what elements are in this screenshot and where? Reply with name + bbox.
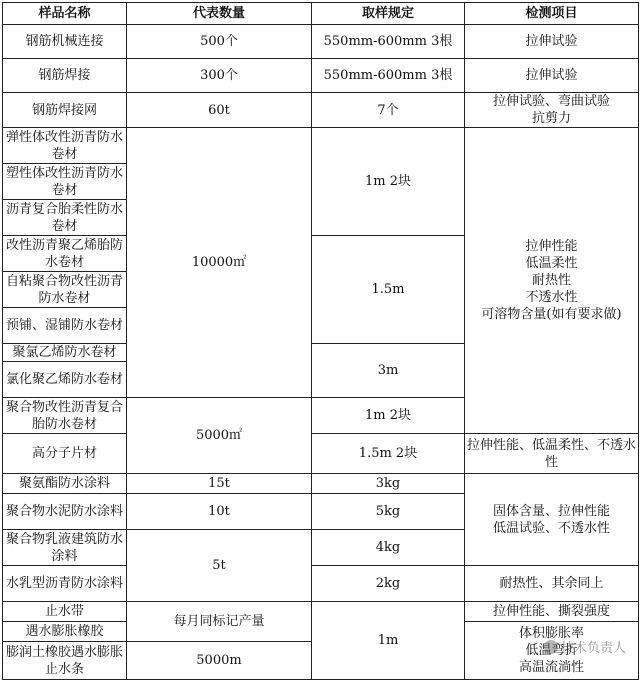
test-item-line: 拉伸试验、弯曲试验 — [492, 94, 610, 109]
test-item-line: 不透水性 — [525, 290, 578, 305]
sample-name: 钢筋机械连接 — [3, 25, 127, 59]
sampling-table — [2, 2, 639, 680]
sample-name: 沥青复合胎柔性防水卷材 — [3, 200, 127, 236]
watermark-text: 技术负责人 — [560, 641, 626, 656]
header-test-items: 检测项目 — [465, 3, 639, 25]
test-item-line: 拉伸性能 — [525, 239, 578, 254]
sample-name: 弹性体改性沥青防水卷材 — [3, 128, 127, 164]
sampling-rule: 1m — [312, 602, 465, 680]
test-items — [465, 93, 639, 128]
sample-name: 聚氯乙烯防水卷材 — [3, 344, 127, 362]
quantity: 5000m — [127, 642, 312, 680]
sample-name: 钢筋焊接 — [3, 59, 127, 93]
quantity: 500个 — [127, 25, 312, 59]
sampling-rule: 1.5m 2块 — [312, 434, 465, 474]
quantity-waterstop-group: 每月同标记产量 — [127, 602, 312, 642]
test-item-line: 低温试验、不透水性 — [492, 520, 610, 536]
test-items: 拉伸试验 — [465, 59, 639, 93]
sample-name: 氯化聚乙烯防水卷材 — [3, 362, 127, 398]
sampling-rule: 1m 2块 — [312, 128, 465, 236]
sampling-rule: 550mm-600mm 3根 — [312, 59, 465, 93]
sample-name: 高分子片材 — [3, 434, 127, 474]
sampling-rule: 550mm-600mm 3根 — [312, 25, 465, 59]
sampling-rule: 4kg — [312, 530, 465, 566]
header-sampling-rule: 取样规定 — [312, 3, 465, 25]
sampling-rule: 1m 2块 — [312, 398, 465, 434]
table-row — [3, 434, 639, 474]
watermark-logo-icon — [544, 640, 558, 654]
test-item-line: 低温柔性 — [525, 256, 578, 271]
test-item-line: 体积膨胀率 — [518, 626, 584, 641]
table-row — [3, 93, 639, 128]
sample-name: 改性沥青聚乙烯胎防水卷材 — [3, 236, 127, 272]
quantity-sheet-group: 5000㎡ — [127, 398, 312, 474]
sample-name: 聚合物改性沥青复合胎防水卷材 — [3, 398, 127, 434]
table-row — [3, 59, 639, 93]
sampling-rule: 3kg — [312, 474, 465, 494]
table-row — [3, 25, 639, 59]
header-quantity: 代表数量 — [127, 3, 312, 25]
table-row — [3, 128, 639, 164]
table-row — [3, 566, 639, 602]
sample-name: 自粘聚合物改性沥青防水卷材 — [3, 272, 127, 308]
sample-name: 膨润土橡胶遇水膨胀止水条 — [3, 642, 127, 680]
sample-table-sheet — [2, 2, 638, 677]
table-row — [3, 474, 639, 494]
sampling-rule: 7个 — [312, 93, 465, 128]
quantity: 60t — [127, 93, 312, 128]
quantity: 15t — [127, 474, 312, 494]
sample-name: 聚合物水泥防水涂料 — [3, 494, 127, 530]
header-sample-name: 样品名称 — [3, 3, 127, 25]
quantity: 300个 — [127, 59, 312, 93]
test-item-line: 抗剪力 — [531, 111, 571, 126]
test-item-line: 固体含量、拉伸性能 — [492, 503, 610, 519]
sampling-rule: 3m — [312, 344, 465, 398]
sampling-rule: 1.5m — [312, 236, 465, 344]
test-item-line: 高温流淌性 — [518, 660, 584, 675]
sample-name: 预铺、湿铺防水卷材 — [3, 308, 127, 344]
test-items: 拉伸性能、撕裂强度 — [465, 602, 639, 622]
quantity-membrane-group: 10000㎡ — [127, 128, 312, 398]
test-item-line: 可溶物含量(如有要求做) — [481, 307, 622, 322]
sample-name: 聚氨酯防水涂料 — [3, 474, 127, 494]
sample-name: 水乳型沥青防水涂料 — [3, 566, 127, 602]
test-items: 耐热性、其余同上 — [465, 566, 639, 602]
test-items — [465, 474, 639, 566]
quantity-emulsion-group: 5t — [127, 530, 312, 602]
header-row — [3, 3, 639, 25]
sample-name: 止水带 — [3, 602, 127, 622]
sample-name: 钢筋焊接网 — [3, 93, 127, 128]
table-row — [3, 602, 639, 622]
sample-name: 聚合物乳液建筑防水涂料 — [3, 530, 127, 566]
test-items-membrane-group — [465, 128, 639, 434]
test-items: 拉伸性能、低温柔性、不透水性 — [465, 434, 639, 474]
test-items: 拉伸试验 — [465, 25, 639, 59]
quantity: 10t — [127, 494, 312, 530]
watermark — [544, 637, 626, 656]
sampling-rule: 5kg — [312, 494, 465, 530]
test-item-line: 耐热性 — [531, 273, 571, 288]
sample-name: 塑性体改性沥青防水卷材 — [3, 164, 127, 200]
test-item-line: 低温弯折 — [525, 643, 578, 658]
sampling-rule: 2kg — [312, 566, 465, 602]
sample-name: 遇水膨胀橡胶 — [3, 622, 127, 642]
